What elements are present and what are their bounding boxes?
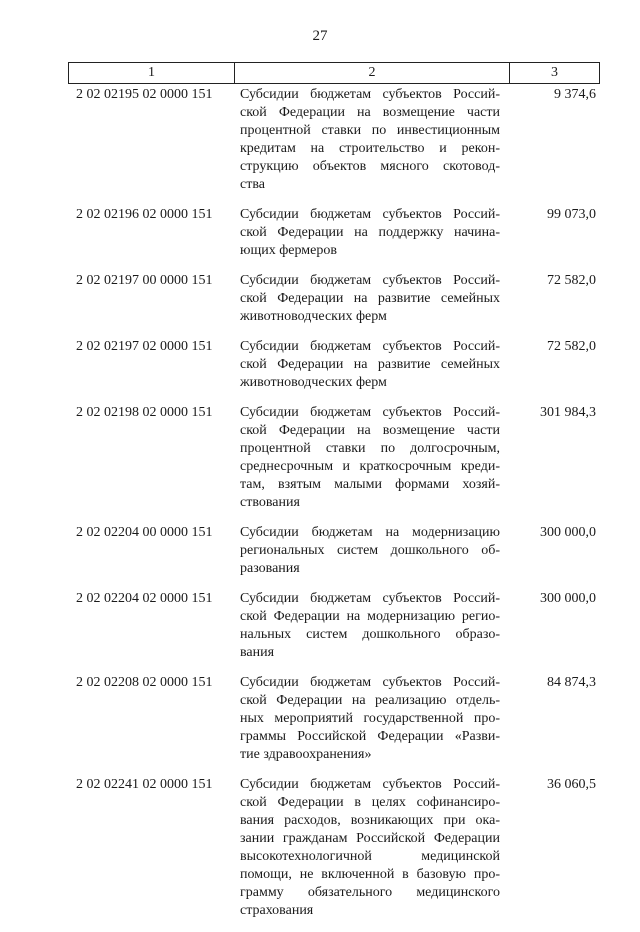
description-line: среднесрочным и краткосрочным креди-: [240, 459, 500, 474]
table-row: [68, 590, 600, 662]
description-line: региональных систем дошкольного об-: [240, 543, 500, 558]
description-line: Субсидии бюджетам субъектов Россий-: [240, 207, 500, 222]
amount-value: 72 582,0: [547, 273, 596, 288]
amount-value: 301 984,3: [540, 405, 596, 420]
subsidy-description: [234, 590, 500, 662]
table-row: [68, 776, 600, 920]
budget-code: 2 02 02241 02 0000 151: [76, 777, 213, 792]
budget-code: 2 02 02197 02 0000 151: [76, 339, 213, 354]
description-line: ской Федерации на развитие семейных: [240, 291, 500, 306]
subsidy-description: [234, 86, 500, 194]
description-line: животноводческих ферм: [240, 309, 387, 324]
table-row: [68, 86, 600, 194]
description-line: вания расходов, возникающих при ока-: [240, 813, 500, 828]
table-row: [68, 404, 600, 512]
description-line: ской Федерации на реализацию отдель-: [240, 693, 500, 708]
description-line: Субсидии бюджетам субъектов Россий-: [240, 405, 500, 420]
amount-value: 84 874,3: [547, 675, 596, 690]
description-line: Субсидии бюджетам субъектов Россий-: [240, 339, 500, 354]
description-line: Субсидии бюджетам субъектов Россий-: [240, 273, 500, 288]
description-line: Субсидии бюджетам субъектов Россий-: [240, 675, 500, 690]
table-body: [68, 86, 600, 932]
amount-value: 99 073,0: [547, 207, 596, 222]
description-line: страхования: [240, 903, 314, 918]
description-line: струкцию объектов мясного скотовод-: [240, 159, 500, 174]
description-line: кредитам на строительство и рекон-: [240, 141, 500, 156]
budget-code: 2 02 02204 00 0000 151: [76, 525, 213, 540]
budget-code: 2 02 02196 02 0000 151: [76, 207, 213, 222]
table-row: [68, 674, 600, 764]
table-row: [68, 206, 600, 260]
description-line: ных мероприятий государственной про-: [240, 711, 500, 726]
description-line: Субсидии бюджетам субъектов Россий-: [240, 87, 500, 102]
budget-code: 2 02 02204 02 0000 151: [76, 591, 213, 606]
amount-value: 300 000,0: [540, 591, 596, 606]
description-line: зании гражданам Российской Федерации: [240, 831, 500, 846]
table-row: [68, 338, 600, 392]
description-line: ской Федерации в целях софинансиро-: [240, 795, 500, 810]
description-line: ствования: [240, 495, 300, 510]
description-line: тие здравоохранения»: [240, 747, 372, 762]
subsidy-description: [234, 674, 500, 764]
header-col-2: 2: [235, 63, 510, 83]
description-line: там, взятым малыми формами хозяй-: [240, 477, 500, 492]
subsidy-description: [234, 206, 500, 260]
budget-code: 2 02 02198 02 0000 151: [76, 405, 213, 420]
description-line: ской Федерации на поддержку начина-: [240, 225, 500, 240]
description-line: граммы Российской Федерации «Разви-: [240, 729, 500, 744]
description-line: разования: [240, 561, 300, 576]
description-line: ской Федерации на развитие семейных: [240, 357, 500, 372]
description-line: ства: [240, 177, 265, 192]
description-line: процентной ставки по долгосрочным,: [240, 441, 500, 456]
amount-value: 300 000,0: [540, 525, 596, 540]
description-line: вания: [240, 645, 275, 660]
description-line: грамму обязательного медицинского: [240, 885, 500, 900]
subsidy-description: [234, 272, 500, 326]
description-line: ской Федерации на модернизацию регио-: [240, 609, 500, 624]
description-line: высокотехнологичной медицинской: [240, 849, 500, 864]
budget-code: 2 02 02197 00 0000 151: [76, 273, 213, 288]
description-line: ской Федерации на возмещение части: [240, 105, 500, 120]
description-line: ской Федерации на возмещение части: [240, 423, 500, 438]
page-number: 27: [312, 28, 328, 44]
description-line: процентной ставки по инвестиционным: [240, 123, 500, 138]
subsidy-description: [234, 524, 500, 578]
amount-value: 72 582,0: [547, 339, 596, 354]
header-col-3: 3: [551, 65, 558, 80]
table-row: [68, 524, 600, 578]
header-col-1: 1: [69, 63, 235, 83]
amount-value: 9 374,6: [554, 87, 596, 102]
budget-code: 2 02 02208 02 0000 151: [76, 675, 213, 690]
description-line: нальных систем дошкольного образо-: [240, 627, 500, 642]
description-line: Субсидии бюджетам субъектов Россий-: [240, 777, 500, 792]
description-line: Субсидии бюджетам субъектов Россий-: [240, 591, 500, 606]
subsidy-description: [234, 776, 500, 920]
table-header: [68, 62, 600, 84]
description-line: Субсидии бюджетам на модернизацию: [240, 525, 500, 540]
subsidy-description: [234, 338, 500, 392]
budget-code: 2 02 02195 02 0000 151: [76, 87, 213, 102]
description-line: ющих фермеров: [240, 243, 337, 258]
amount-value: 36 060,5: [547, 777, 596, 792]
table-row: [68, 272, 600, 326]
description-line: животноводческих ферм: [240, 375, 387, 390]
description-line: помощи, не включенной в базовую про-: [240, 867, 500, 882]
subsidy-description: [234, 404, 500, 512]
